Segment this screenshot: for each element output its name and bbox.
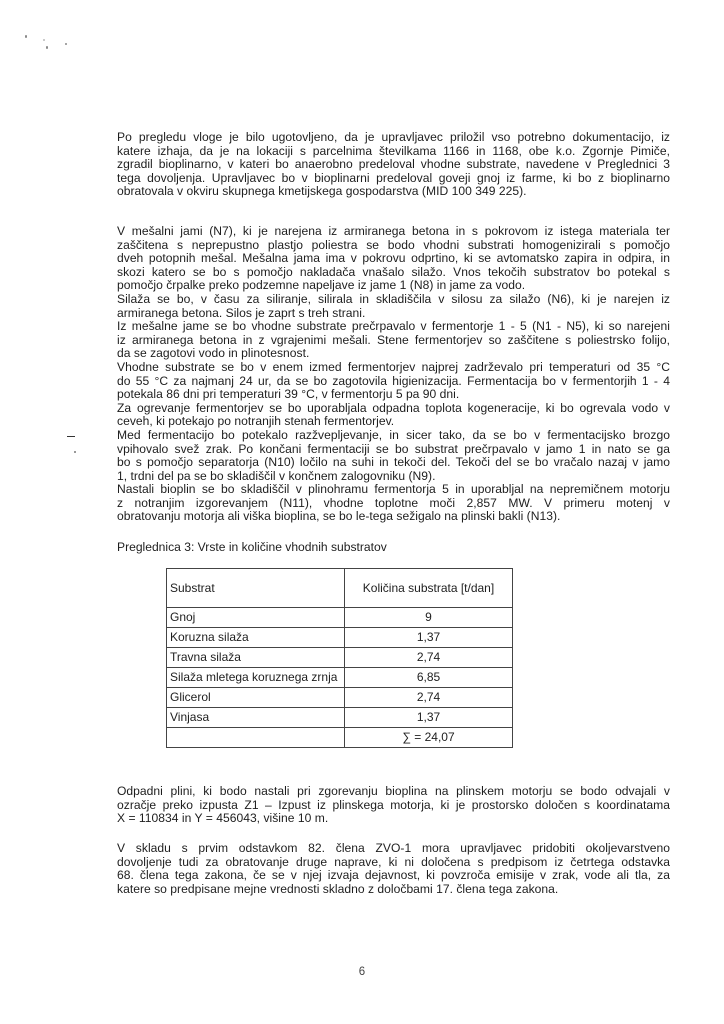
text-line: vpihovalo svež zrak. Po končani fermentaciji se bo substrat prečrpavalo v jamo 1 in nato se ga: [117, 441, 670, 456]
margin-mark: [67, 436, 75, 437]
text-line: obratovanju motorja ali viška bioplina, se bo le-tega sežigalo na plinski bakli (N13).: [117, 509, 561, 524]
text-line: potekala 86 dni pri temperaturi 39 °C, v fermentorju 5 pa 90 dni.: [117, 387, 460, 402]
cell-substrat: Glicerol: [167, 688, 345, 708]
table-total-row: [167, 728, 513, 748]
text-line: dveh potopnih mešal. Mešalna jama ima v pokrovu odprtino, ki se avtomatsko zapira in odpira, in: [117, 251, 670, 266]
cell-total-value: ∑ = 24,07: [345, 728, 513, 748]
text-line: Po pregledu vloge je bilo ugotovljeno, da je upravljavec priložil vso potrebno dokumentacijo, iz: [117, 130, 670, 144]
paragraph-emissions: [117, 785, 670, 826]
table-caption: Preglednica 3: Vrste in količine vhodnih substratov: [117, 540, 387, 554]
cell-substrat: Silaža mletega koruznega zrnja: [167, 668, 345, 688]
paragraph-intro: [117, 131, 670, 199]
text-line: Silaža se bo, v času za siliranje, silirala in skladiščila v silosu za silažo (N6), ki je narejen iz: [117, 291, 670, 306]
cell-kolicina: 1,37: [345, 708, 513, 728]
table-row: [167, 648, 513, 668]
substrates-table: [166, 568, 513, 748]
text-line: katere izhaja, da je na lokaciji s parcelnima številkama 1166 in 1168, obe k.o. Zgornje Pimiče,: [117, 143, 670, 158]
header-substrat: Substrat: [167, 569, 345, 608]
text-line: obratovala v okviru skupnega kmetijskega gospodarstva (MID 100 349 225).: [117, 184, 527, 199]
table-header-row: [167, 569, 513, 608]
table-row: [167, 688, 513, 708]
text-line: bo s pomočjo separatorja (N10) ločilo na suhi in tekoči del. Tekoči del se bo vračalo nazaj v jamo: [117, 455, 670, 470]
table-row: [167, 668, 513, 688]
table-row: [167, 708, 513, 728]
cell-substrat: Travna silaža: [167, 648, 345, 668]
text-line: tega dovoljenja. Upravljavec bo v bioplinarni predeloval goveji gnoj iz farme, ki bo z bioplinarno: [117, 170, 670, 185]
text-line: ceveh, ki potekajo po notranjih stenah fermentorjev.: [117, 414, 395, 429]
cell-kolicina: 6,85: [345, 668, 513, 688]
text-line: Odpadni plini, ki bodo nastali pri zgorevanju bioplina na plinskem motorju se bodo odvajali v: [117, 784, 670, 798]
text-line: dovoljenje tudi za obratovanje druge naprave, ki ni določena s predpisom iz četrtega odstavka: [117, 854, 670, 869]
text-line: Vhodne substrate se bo v enem izmed fermentorjev najprej zadrževalo pri temperaturi od 35 °C: [117, 359, 670, 374]
cell-kolicina: 1,37: [345, 628, 513, 648]
margin-speck: [74, 451, 76, 453]
text-line: Za ogrevanje fermentorjev se bo uporabljala odpadna toplota kogeneracije, ki bo ogrevala vodo v: [117, 400, 670, 415]
paragraph-process-description: [117, 225, 670, 524]
cell-total-label: [167, 728, 345, 748]
text-line: do 55 °C za najmanj 24 ur, da se bo zagotovila higienizacija. Fermentacija bo v fermentorjih 1 - 4: [117, 373, 670, 388]
text-line: iz armiranega betona in z vgrajenimi mešali. Stene fermentorjev so zaščitene s poliestrsko folijo,: [117, 332, 670, 347]
text-line: Med fermentacijo bo potekalo razžvepljevanje, in sicer tako, da se bo v fermentacijsko brozgo: [117, 427, 670, 442]
text-line: armiranega betona. Silos je zaprt s treh strani.: [117, 305, 366, 320]
text-line: Nastali bioplin se bo skladiščil v plinohramu fermentorja 5 in uporabljal na nepremičnem motorju: [117, 482, 670, 497]
cell-kolicina: 9: [345, 608, 513, 628]
text-line: da se zagotovi vodo in plinotesnost.: [117, 346, 310, 361]
cell-kolicina: 2,74: [345, 688, 513, 708]
header-kolicina: Količina substrata [t/dan]: [345, 569, 513, 608]
table-row: [167, 608, 513, 628]
text-line: z notranjim izgorevanjem (N11), vhodne toplotne moči 2,857 MW. V primeru motenj v: [117, 495, 670, 510]
text-line: V mešalni jami (N7), ki je narejena iz armiranega betona in s pokrovom iz istega materiala ter: [117, 224, 670, 238]
table-row: [167, 628, 513, 648]
text-line: Iz mešalne jame se bo vhodne substrate prečrpavalo v fermentorje 1 - 5 (N1 - N5), ki so narejeni: [117, 319, 670, 334]
cell-kolicina: 2,74: [345, 648, 513, 668]
text-line: zgradil bioplinarno, v kateri bo anaerobno predeloval vhodne substrate, navedene v Preglednici 3: [117, 157, 670, 172]
text-line: V skladu s prvim odstavkom 82. člena ZVO-1 mora upravljavec pridobiti okoljevarstveno: [117, 841, 670, 855]
text-line: 68. člena tega zakona, če se v njej izvaja dejavnost, ki povzroča emisije v zrak, vode ali tla, za: [117, 868, 670, 883]
cell-substrat: Gnoj: [167, 608, 345, 628]
cell-substrat: Koruzna silaža: [167, 628, 345, 648]
text-line: skozi katero se bo s pomočjo nakladača vnašalo silažo. Vnos tekočih substratov bo potekal s: [117, 264, 670, 279]
text-line: 1, trdni del pa se bo skladiščil v končnem zalogovniku (N9).: [117, 468, 436, 483]
text-line: X = 110834 in Y = 456043, višine 10 m.: [117, 811, 329, 826]
cell-substrat: Vinjasa: [167, 708, 345, 728]
page-number: 6: [358, 966, 366, 978]
text-line: katere so predpisane mejne vrednosti skladno z določbami 17. člena tega zakona.: [117, 881, 559, 896]
text-line: pomočjo črpalke preko podzemne napeljave iz jame 1 (N8) in jame za vodo.: [117, 278, 526, 293]
paragraph-legal: [117, 842, 670, 896]
text-line: zaščitena s neprepustno plastjo poliestra se bodo vhodni substrati homogenizirali s pomočjo: [117, 237, 670, 252]
text-line: ozračje preko izpusta Z1 – Izpust iz plinskega motorja, ki je prostorsko določen s koordinatama: [117, 797, 670, 812]
